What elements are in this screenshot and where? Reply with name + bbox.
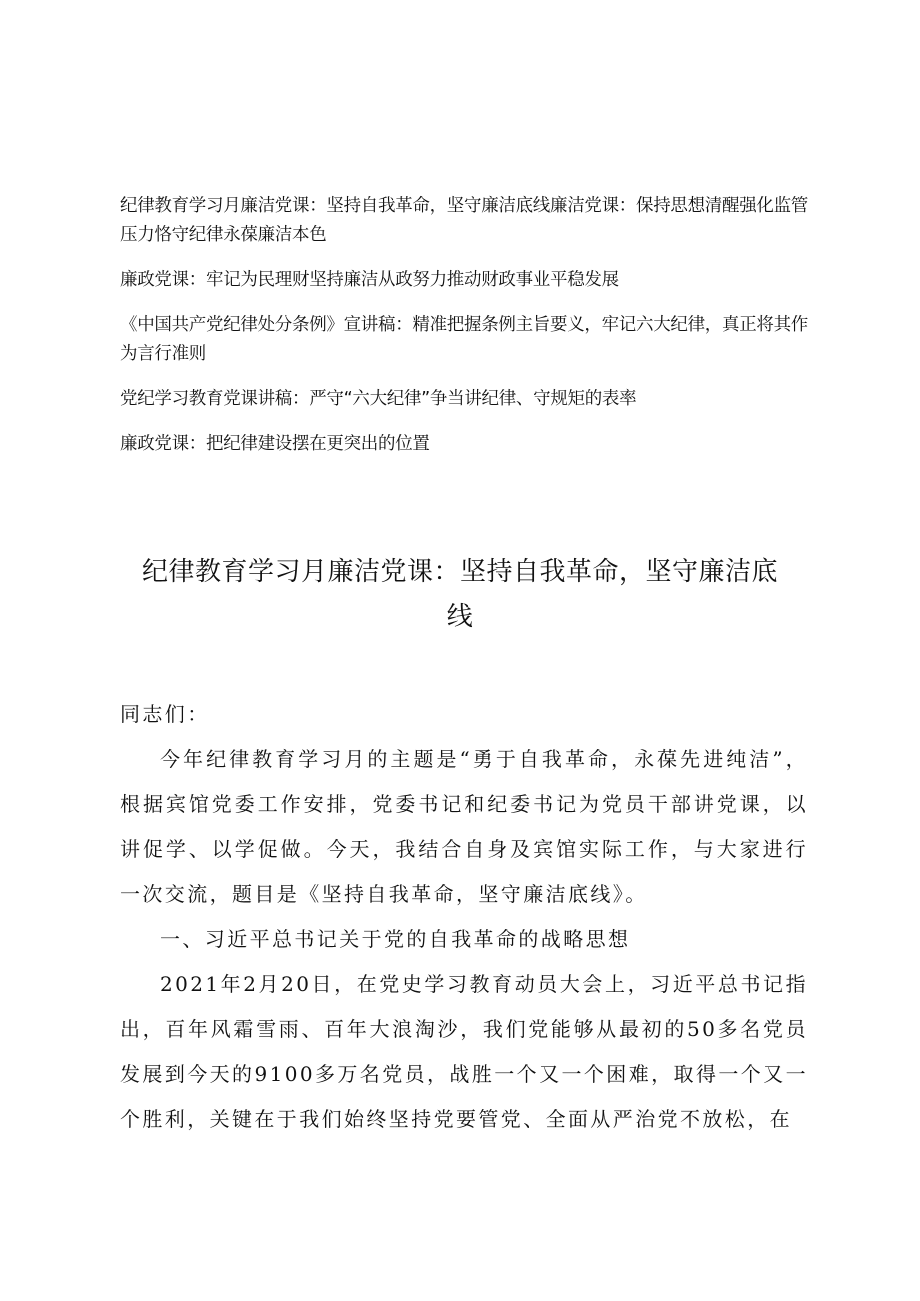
toc-item-2: 廉政党课：牢记为民理财坚持廉洁从政努力推动财政事业平稳发展: [120, 270, 619, 290]
table-of-contents: [120, 192, 820, 475]
document-title: 纪律教育学习月廉洁党课：坚持自我革命，坚守廉洁底线: [141, 557, 778, 632]
paragraph-section-1: 2021年2月20日，在党史学习教育动员大会上，习近平总书记指出，百年风霜雪雨、百年大浪淘沙，我们党能够从最初的50多名党员发展到今天的9100多万名党员，战胜一个又一个困难，取得一个又一个胜利，关键在于我们始终坚持党要管党、全面从严治党不放松，在: [120, 972, 808, 1131]
toc-item-5: 廉政党课：把纪律建设摆在更突出的位置: [120, 434, 430, 454]
section-heading-1: 一、习近平总书记关于党的自我革命的战略思想: [160, 927, 631, 951]
toc-item-4: 党纪学习教育党课讲稿：严守“六大纪律”争当讲纪律、守规矩的表率: [120, 389, 637, 409]
paragraph-intro: 今年纪律教育学习月的主题是“勇于自我革命，永葆先进纯洁”，根据宾馆党委工作安排，党委书记和纪委书记为党员干部讲党课，以讲促学、以学促做。今天，我结合自身及宾馆实际工作，与大家进行一次交流，题目是《坚持自我革命，坚守廉洁底线》。: [120, 747, 808, 906]
document-body: [120, 692, 808, 1142]
toc-item-3: 《中国共产党纪律处分条例》宣讲稿：精准把握条例主旨要义，牢记六大纪律，真正将其作为言行准则: [120, 315, 808, 364]
toc-item-1: 纪律教育学习月廉洁党课：坚持自我革命，坚守廉洁底线廉洁党课：保持思想清醒强化监管压力恪守纪律永葆廉洁本色: [120, 196, 808, 245]
salutation: 同志们：: [120, 702, 210, 726]
